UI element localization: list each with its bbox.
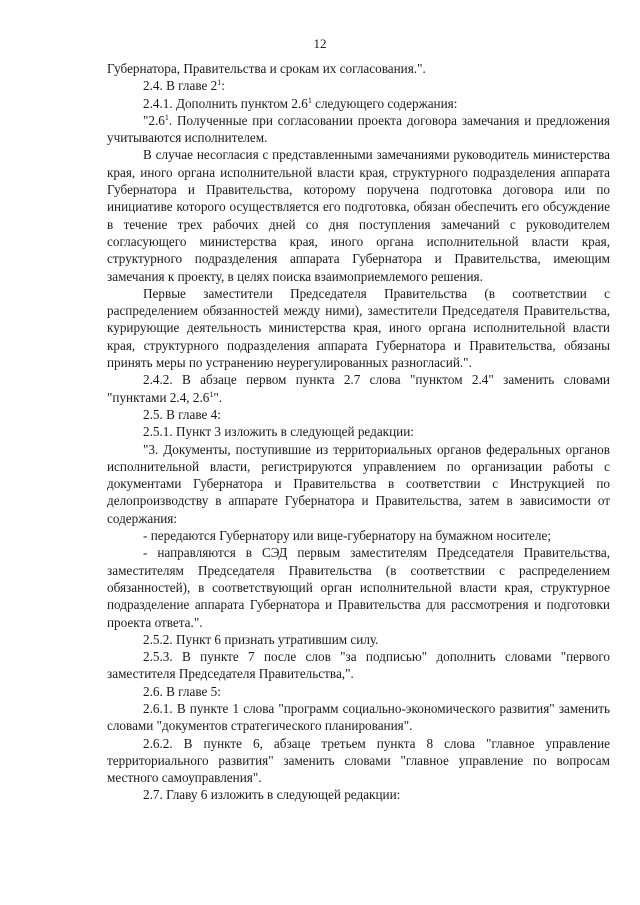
list-item-governor: - передаются Губернатору или вице-губернатору на бумажном носителе; [143, 528, 551, 544]
document-body [107, 60, 610, 804]
paragraph-2-5-1: 2.5.1. Пункт 3 изложить в следующей редакции: [143, 424, 414, 440]
paragraph-chapter-5-heading: 2.6. В главе 5: [143, 683, 221, 699]
paragraph-2-4-2: 2.4.2. В абзаце первом пункта 2.7 слова "пунктом 2.4" заменить словами "пунктами 2.4, $2.6^1$". [107, 372, 610, 405]
paragraph-2-7: 2.7. Главу 6 изложить в следующей редакции: [143, 787, 401, 803]
paragraph-2-4-1: 2.4.1. Дополнить пунктом $2.6^1$ следующего содержания: [143, 95, 458, 111]
paragraph-2-5-2: 2.5.2. Пункт 6 признать утратившим силу. [143, 631, 379, 647]
paragraph-2-6-2: 2.6.2. В пункте 6, абзаце третьем пункта 8 слова "главное управление территориального развития" заменить словами "главное управление по вопросам местного самоуправления". [107, 735, 610, 786]
paragraph-chapter-2-heading: 2.4. В главе $2^1$: [143, 78, 225, 94]
paragraph-2-6-1: 2.6.1. В пункте 1 слова "программ социально-экономического развития" заменить словами "документов стратегического планирования". [107, 700, 610, 734]
paragraph-2-6-1-text: "$2.6^1$. Полученные при согласовании проекта договора замечания и предложения учитываются исполнителем. [107, 112, 610, 146]
paragraph-continuation: Губернатора, Правительства и срокам их согласования.". [107, 61, 426, 76]
list-item-sed: - направляются в СЭД первым заместителям Председателя Правительства, заместителям Председателя Правительства (в соответствии с распределением обязанностей), в соответствующий орган исполнительной власти края, структурное подразделение аппарата Губернатора и Правительства для рассмотрения и подготовки проекта ответа.". [107, 545, 610, 630]
paragraph-item-3-documents: "3. Документы, поступившие из территориальных органов федеральных органов исполнительной власти, регистрируются управлением по организации работы с документами Губернатора и Правительства в соответствии с Инструкцией по делопроизводству в аппарате Губернатора и Правительства, затем в зависимости от содержания: [107, 441, 610, 526]
paragraph-chapter-4-heading: 2.5. В главе 4: [143, 406, 221, 422]
paragraph-2-5-3: 2.5.3. В пункте 7 после слов "за подписью" дополнить словами "первого заместителя Председателя Правительства,". [107, 649, 610, 682]
paragraph-first-deputies: Первые заместители Председателя Правительства (в соответствии с распределением обязанностей между ними), заместители Председателя Правительства, курирующие деятельность министерства края, иного органа исполнительной власти края, структурного подразделения аппарата Губернатора и Правительства, обязаны принять меры по устранению неурегулированных разногласий.". [107, 285, 610, 371]
paragraph-disagreement: В случае несогласия с представленными замечаниями руководитель министерства края, иного органа исполнительной власти края, структурного подразделения аппарата Губернатора и Правительства, которому поручена подготовка договора или по инициативе которого осуществляется его подготовка, обязан обеспечить его обсуждение в течение трех рабочих дней со дня поступления замечаний с руководителем согласующего министерства края, иного органа исполнительной власти края, структурного подразделения аппарата Губернатора и Правительства, имеющим замечания к проекту, в целях поиска взаимоприемлемого решения. [107, 147, 610, 284]
page-number: 12 [313, 36, 327, 51]
